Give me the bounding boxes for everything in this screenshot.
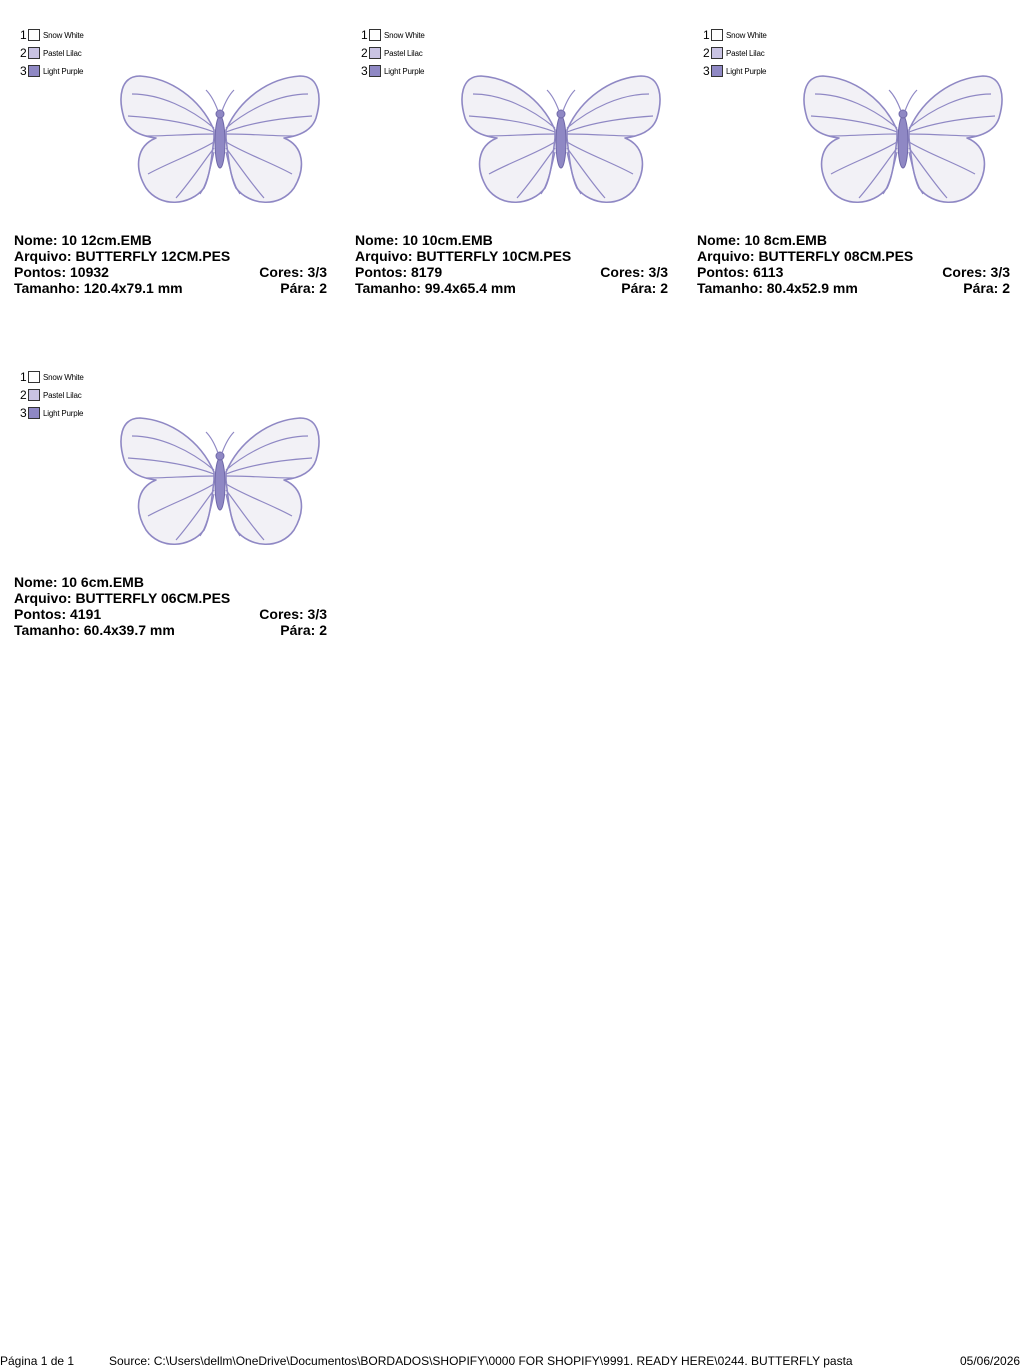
design-card (341, 0, 671, 320)
design-card (0, 342, 330, 662)
design-stitches: Pontos: 4191 (14, 606, 102, 622)
color-name: Snow White (384, 30, 425, 40)
legend-row (20, 404, 84, 422)
design-name: Nome: 10 12cm.EMB (14, 232, 152, 248)
color-swatch (28, 65, 40, 77)
design-colors: Cores: 3/3 (942, 264, 1010, 280)
legend-row (20, 26, 84, 44)
color-number: 3 (361, 64, 368, 78)
legend-row (703, 62, 767, 80)
design-colors: Cores: 3/3 (259, 264, 327, 280)
butterfly-embroidery-preview (110, 38, 330, 218)
design-file: Arquivo: BUTTERFLY 08CM.PES (697, 248, 914, 264)
color-swatch (711, 29, 723, 41)
design-stitches: Pontos: 10932 (14, 264, 109, 280)
design-stitches: Pontos: 6113 (697, 264, 784, 280)
color-swatch (711, 65, 723, 77)
design-stops: Pára: 2 (963, 280, 1010, 296)
color-name: Snow White (43, 30, 84, 40)
design-name: Nome: 10 8cm.EMB (697, 232, 827, 248)
design-name: Nome: 10 6cm.EMB (14, 574, 144, 590)
legend-row (703, 26, 767, 44)
footer-source-path: Source: C:\Users\dellm\OneDrive\Documentos\BORDADOS\SHOPIFY\0000 FOR SHOPIFY\9991. READY HERE\0244. BUTTERFLY pasta (109, 1354, 853, 1368)
butterfly-embroidery-preview (793, 38, 1013, 218)
footer-date: 05/06/2026 (960, 1354, 1021, 1368)
color-swatch (28, 47, 40, 59)
design-colors: Cores: 3/3 (259, 606, 327, 622)
legend-row (361, 26, 425, 44)
design-file: Arquivo: BUTTERFLY 10CM.PES (355, 248, 572, 264)
color-number: 1 (361, 28, 368, 42)
color-name: Light Purple (43, 408, 84, 418)
color-number: 1 (20, 370, 27, 384)
color-number: 1 (703, 28, 710, 42)
design-size: Tamanho: 120.4x79.1 mm (14, 280, 183, 296)
legend-row (20, 44, 84, 62)
color-name: Pastel Lilac (43, 48, 82, 58)
color-legend (20, 368, 84, 422)
design-size: Tamanho: 99.4x65.4 mm (355, 280, 516, 296)
design-size: Tamanho: 80.4x52.9 mm (697, 280, 858, 296)
color-name: Light Purple (384, 66, 425, 76)
design-file: Arquivo: BUTTERFLY 06CM.PES (14, 590, 231, 606)
legend-row (703, 44, 767, 62)
color-number: 3 (703, 64, 710, 78)
legend-row (20, 386, 84, 404)
legend-row (20, 368, 84, 386)
design-info (355, 232, 668, 296)
legend-row (361, 44, 425, 62)
color-number: 2 (20, 388, 27, 402)
color-swatch (28, 371, 40, 383)
color-number: 1 (20, 28, 27, 42)
color-name: Light Purple (43, 66, 84, 76)
color-swatch (28, 389, 40, 401)
design-name: Nome: 10 10cm.EMB (355, 232, 493, 248)
color-swatch (369, 47, 381, 59)
design-info (14, 232, 327, 296)
color-swatch (711, 47, 723, 59)
design-card (0, 0, 330, 320)
color-name: Pastel Lilac (43, 390, 82, 400)
design-stops: Pára: 2 (280, 280, 327, 296)
design-size: Tamanho: 60.4x39.7 mm (14, 622, 175, 638)
legend-row (20, 62, 84, 80)
butterfly-embroidery-preview (451, 38, 671, 218)
design-stops: Pára: 2 (280, 622, 327, 638)
color-legend (20, 26, 84, 80)
design-info (14, 574, 327, 638)
design-stitches: Pontos: 8179 (355, 264, 443, 280)
design-card (683, 0, 1013, 320)
color-number: 2 (20, 46, 27, 60)
color-name: Snow White (43, 372, 84, 382)
color-swatch (28, 29, 40, 41)
design-file: Arquivo: BUTTERFLY 12CM.PES (14, 248, 231, 264)
design-info (697, 232, 1010, 296)
legend-row (361, 62, 425, 80)
design-stops: Pára: 2 (621, 280, 668, 296)
color-name: Pastel Lilac (384, 48, 423, 58)
color-swatch (369, 65, 381, 77)
color-legend (361, 26, 425, 80)
color-number: 2 (361, 46, 368, 60)
color-name: Pastel Lilac (726, 48, 765, 58)
color-swatch (28, 407, 40, 419)
color-legend (703, 26, 767, 80)
color-number: 2 (703, 46, 710, 60)
butterfly-embroidery-preview (110, 380, 330, 560)
footer-page-number: Página 1 de 1 (0, 1354, 75, 1368)
color-name: Light Purple (726, 66, 767, 76)
design-colors: Cores: 3/3 (600, 264, 668, 280)
color-name: Snow White (726, 30, 767, 40)
color-swatch (369, 29, 381, 41)
color-number: 3 (20, 64, 27, 78)
color-number: 3 (20, 406, 27, 420)
